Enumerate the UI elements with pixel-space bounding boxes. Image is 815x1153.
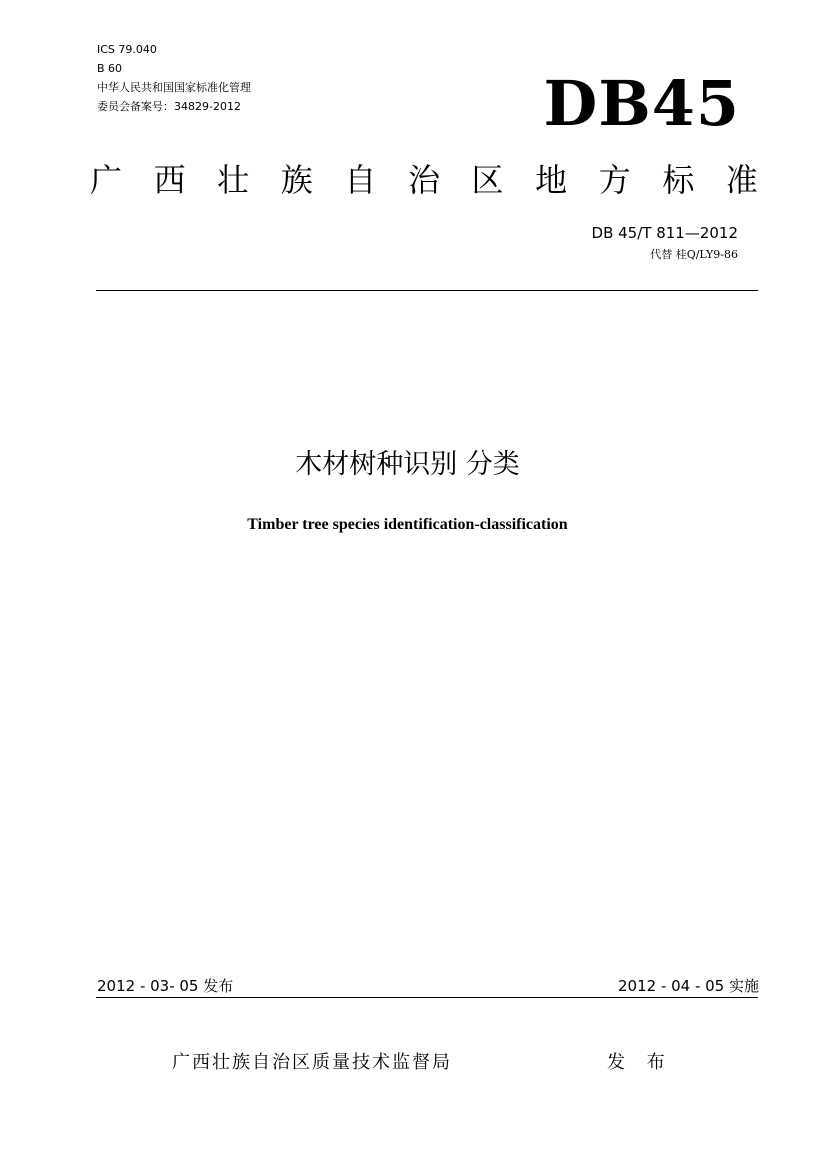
implementation-date: 2012 - 04 - 05 实施 [617, 977, 759, 995]
title-char: 标 [662, 161, 695, 199]
bottom-divider [96, 997, 758, 998]
title-char: 治 [407, 161, 440, 199]
document-title-english: Timber tree species identification-classification [247, 516, 568, 533]
title-char: 方 [598, 161, 631, 199]
title-char: 壮 [217, 161, 250, 199]
title-char: 西 [153, 161, 186, 199]
standard-mark: DB45 [543, 67, 740, 140]
committee-name: 中华人民共和国国家标准化管理 [97, 81, 251, 94]
title-char: 准 [725, 161, 758, 199]
title-char: 自 [344, 161, 377, 199]
document-title-chinese: 木材树种识别 分类 [295, 449, 520, 480]
title-char: 区 [471, 161, 504, 199]
standard-number: DB 45/T 811—2012 [591, 224, 738, 242]
standard-category-title [84, 158, 764, 202]
replaces-standard: 代替 桂Q/LY9-86 [650, 248, 738, 261]
publish-label: 发 布 [607, 1052, 673, 1073]
title-char: 广 [89, 161, 122, 199]
title-char: 地 [535, 161, 568, 199]
top-divider [96, 290, 758, 291]
issue-date: 2012 - 03- 05 发布 [97, 977, 234, 995]
ccs-code: B 60 [97, 62, 123, 75]
publisher-name: 广西壮族自治区质量技术监督局 [172, 1052, 452, 1073]
title-char: 族 [280, 161, 313, 199]
filing-number: 委员会备案号：34829-2012 [97, 100, 241, 113]
header-meta [97, 40, 251, 116]
ics-code: ICS 79.040 [97, 43, 157, 56]
